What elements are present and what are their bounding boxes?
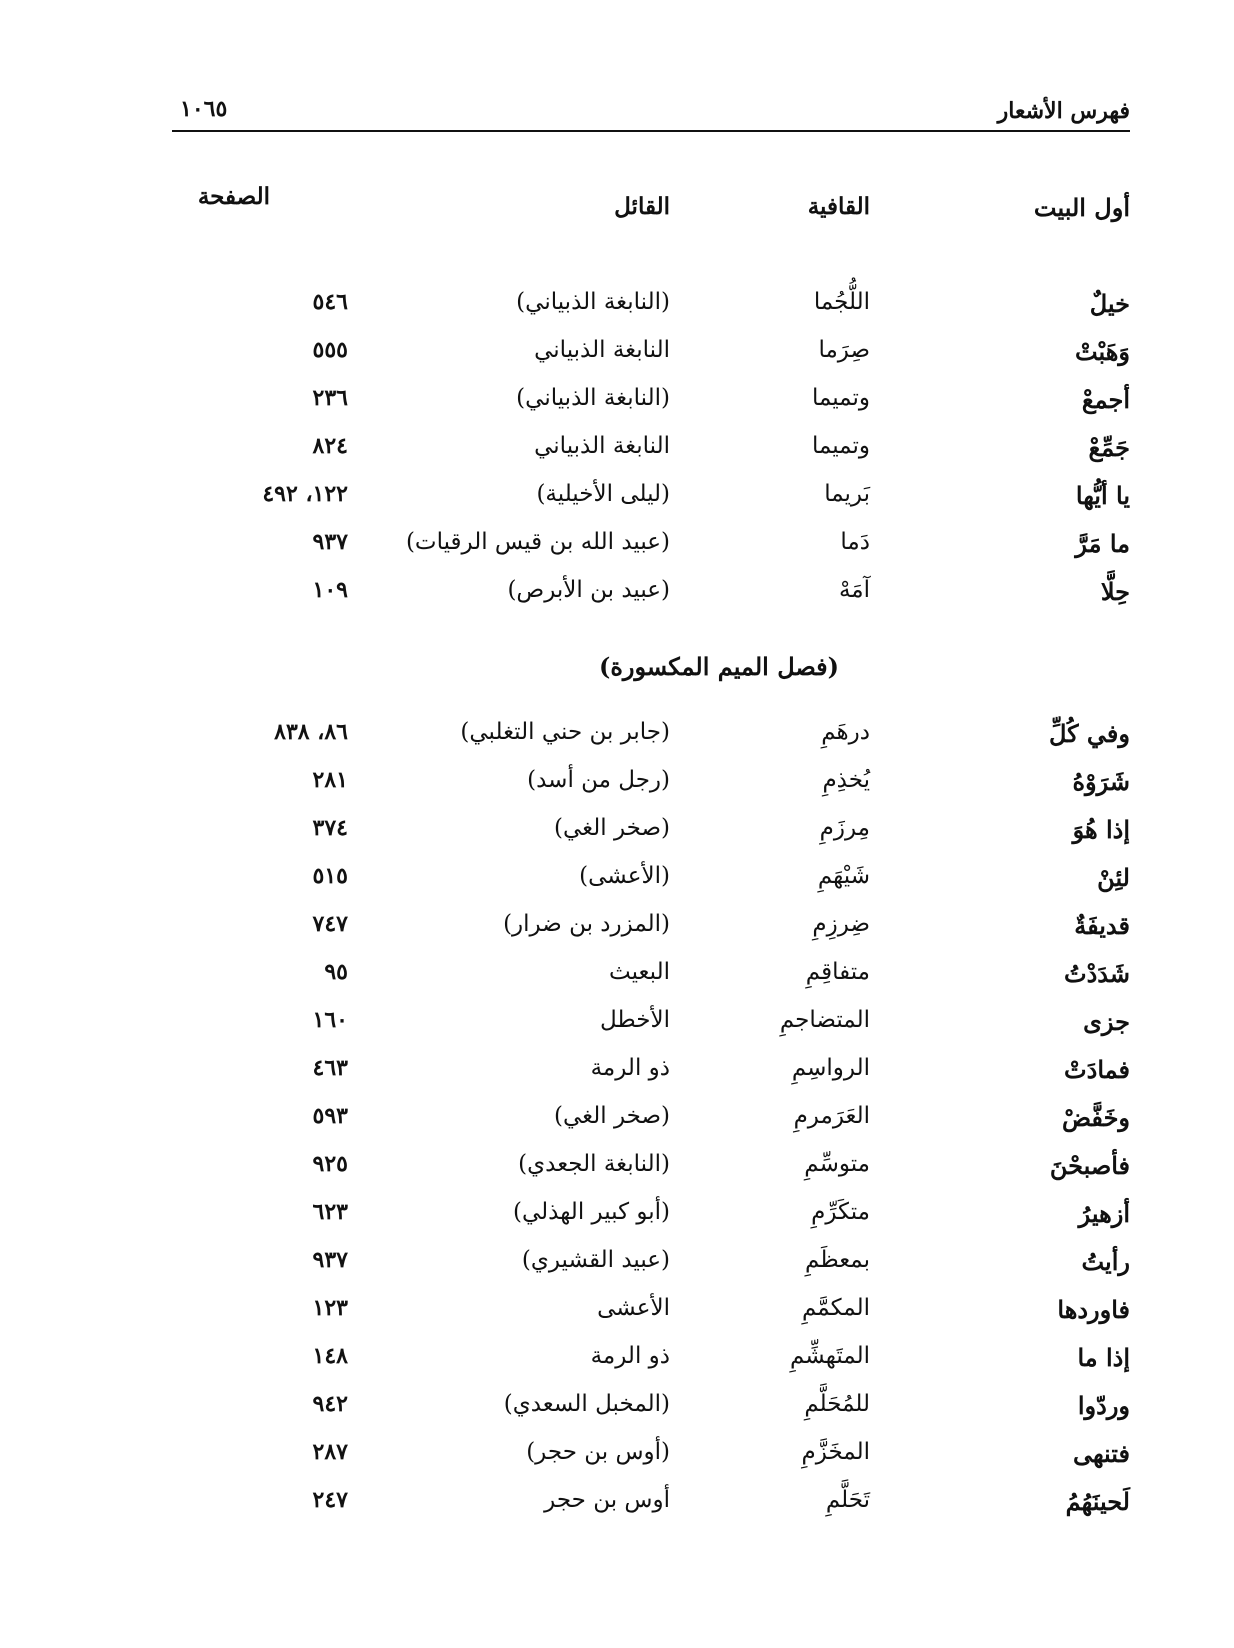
column-header-row [172,183,1130,247]
poet-cell: (المزرد بن ضرار) [503,911,670,937]
poet-cell: الأخطل [599,1007,670,1033]
first-verse-cell: رأيتُ [1081,1247,1130,1276]
rhyme-cell: الرواسِمِ [791,1055,870,1081]
page-number: ١٠٦٥ [180,96,228,122]
page-cell: ٢٣٦ [312,385,348,411]
poet-cell: (أبو كبير الهذلي) [512,1199,670,1225]
page-cell: ٩٥ [324,959,348,985]
table-row [172,1151,1130,1199]
poet-cell: النابغة الذبياني [534,337,670,363]
poet-cell: (صخر الغي) [554,815,670,841]
poet-cell: (النابغة الذبياني) [516,385,670,411]
page-cell: ٣٧٤ [312,815,348,841]
table-row [172,529,1130,577]
rhyme-cell: العَرَمرمِ [793,1103,870,1129]
first-verse-cell: إذا هُوَ [1072,815,1130,844]
rhyme-cell: بمعظَمِ [805,1247,870,1273]
first-verse-cell: خيلٌ [1089,289,1130,318]
poet-cell: (عبيد القشيري) [521,1247,670,1273]
rhyme-cell: بَريما [824,481,870,507]
poet-cell: أوس بن حجر [544,1487,670,1513]
table-row [172,1055,1130,1103]
first-verse-cell: وَهَبْتْ [1074,337,1130,366]
page-cell: ٩٣٧ [312,1247,348,1273]
rhyme-cell: وتميما [811,433,870,459]
rhyme-cell: شَيْهَمِ [817,863,870,889]
table-row [172,1439,1130,1487]
rhyme-cell: يُخذِمِ [822,767,870,793]
first-verse-cell: شَدَدْتُ [1064,959,1130,988]
first-verse-cell: أجمعْ [1081,385,1130,414]
table-row [172,481,1130,529]
table-row [172,863,1130,911]
page-cell: ٧٤٧ [312,911,348,937]
first-verse-cell: أزهيرُ [1078,1199,1130,1228]
rhyme-cell: تَحَلَّمِ [825,1487,870,1513]
poet-cell: (عبيد الله بن قيس الرقيات) [405,529,670,555]
table-row [172,1247,1130,1295]
page-cell: ٥٤٦ [312,289,348,315]
poetry-index-table [172,183,1130,1535]
rhyme-cell: المكمَّمِ [801,1295,870,1321]
first-verse-cell: شَرَوْهُ [1072,767,1130,796]
rhyme-cell: درهَمِ [821,719,870,745]
rhyme-cell: وتميما [811,385,870,411]
page-cell: ١٢٢، ٤٩٢ [262,481,348,507]
poet-cell: (الأعشى) [579,863,670,889]
table-row [172,433,1130,481]
poet-cell: (المخبل السعدي) [503,1391,670,1417]
first-verse-cell: وردّوا [1077,1391,1130,1420]
column-header-page: الصفحة [197,183,270,210]
page-cell: ١٤٨ [312,1343,348,1369]
table-row [172,1007,1130,1055]
table-row [172,815,1130,863]
table-row [172,1391,1130,1439]
page-cell: ١٠٩ [312,577,348,603]
group-2-rows [172,719,1130,1535]
rhyme-cell: متكَرِّمِ [811,1199,870,1225]
poet-cell: (صخر الغي) [554,1103,670,1129]
rhyme-cell: اللُّجُما [813,289,870,315]
page-cell: ٥١٥ [312,863,348,889]
rhyme-cell: دَما [840,529,870,555]
page-cell: ٨٢٤ [312,433,348,459]
table-row [172,385,1130,433]
page-cell: ٥٥٥ [312,337,348,363]
table-row [172,577,1130,625]
poet-cell: (عبيد بن الأبرص) [507,577,670,603]
table-row [172,959,1130,1007]
first-verse-cell: فأصبحْنَ [1049,1151,1130,1180]
page-cell: ٢٨٧ [312,1439,348,1465]
table-row [172,1343,1130,1391]
table-row [172,1199,1130,1247]
rhyme-cell: متوسِّمِ [804,1151,870,1177]
poet-cell: (النابغة الذبياني) [516,289,670,315]
poet-cell: البعيث [609,959,670,985]
poet-cell: (جابر بن حني التغلبي) [460,719,670,745]
first-verse-cell: جزى [1083,1007,1130,1036]
page-cell: ٩٣٧ [312,529,348,555]
page-cell: ١٦٠ [312,1007,348,1033]
section-heading: (فصل الميم المكسورة) [598,652,840,681]
column-header-poet: القائل [614,193,670,220]
page-cell: ٢٨١ [312,767,348,793]
page-cell: ٩٢٥ [312,1151,348,1177]
column-header-rhyme: القافية [807,193,870,220]
page-header [172,86,1130,132]
page-cell: ٤٦٣ [312,1055,348,1081]
page-cell: ٦٢٣ [312,1199,348,1225]
poet-cell: (أوس بن حجر) [526,1439,670,1465]
page-cell: ٩٤٢ [312,1391,348,1417]
poet-cell: (رجل من أسد) [527,767,670,793]
rhyme-cell: المتضاجمِ [779,1007,870,1033]
table-row [172,337,1130,385]
page-cell: ١٢٣ [312,1295,348,1321]
table-row [172,911,1130,959]
table-row [172,289,1130,337]
rhyme-cell: للمُحَلَّمِ [804,1391,870,1417]
group-1-rows [172,289,1130,625]
running-title: فهرس الأشعار [997,98,1130,124]
first-verse-cell: جَمِّعْ [1088,433,1130,462]
page-cell: ٥٩٣ [312,1103,348,1129]
first-verse-cell: وخَفَّضْ [1062,1103,1130,1132]
rhyme-cell: ضِرزِمِ [812,911,870,937]
rhyme-cell: مِرزَمِ [819,815,870,841]
first-verse-cell: فاوردها [1057,1295,1130,1324]
first-verse-cell: إذا ما [1077,1343,1130,1372]
rhyme-cell: متفاقِمِ [805,959,870,985]
first-verse-cell: يا أيُّها [1075,481,1130,510]
poet-cell: (النابغة الجعدي) [518,1151,670,1177]
page-cell: ٢٤٧ [312,1487,348,1513]
rhyme-cell: المخَزَّمِ [801,1439,870,1465]
first-verse-cell: لئِنْ [1097,863,1130,892]
rhyme-cell: آمَهْ [838,577,870,603]
poet-cell: ذو الرمة [590,1055,670,1081]
table-row [172,1487,1130,1535]
rhyme-cell: المتَهشِّمِ [789,1343,870,1369]
first-verse-cell: قديفَةٌ [1074,911,1130,940]
poet-cell: ذو الرمة [590,1343,670,1369]
first-verse-cell: فتنهى [1072,1439,1130,1468]
first-verse-cell: وفي كُلِّ [1048,719,1130,748]
poet-cell: النابغة الذبياني [534,433,670,459]
rhyme-cell: صِرَما [818,337,870,363]
first-verse-cell: ما مَرَّ [1075,529,1130,558]
page-cell: ٨٦، ٨٣٨ [274,719,348,745]
poet-cell: الأعشى [597,1295,670,1321]
column-header-first-verse: أول البيت [1033,193,1130,222]
poet-cell: (ليلى الأخيلية) [536,481,670,507]
first-verse-cell: لَحينَهُمُ [1065,1487,1130,1516]
table-row [172,1295,1130,1343]
table-row [172,719,1130,767]
first-verse-cell: حِلَّا [1100,577,1130,606]
table-row [172,1103,1130,1151]
first-verse-cell: فمادَتْ [1064,1055,1130,1084]
table-row [172,767,1130,815]
